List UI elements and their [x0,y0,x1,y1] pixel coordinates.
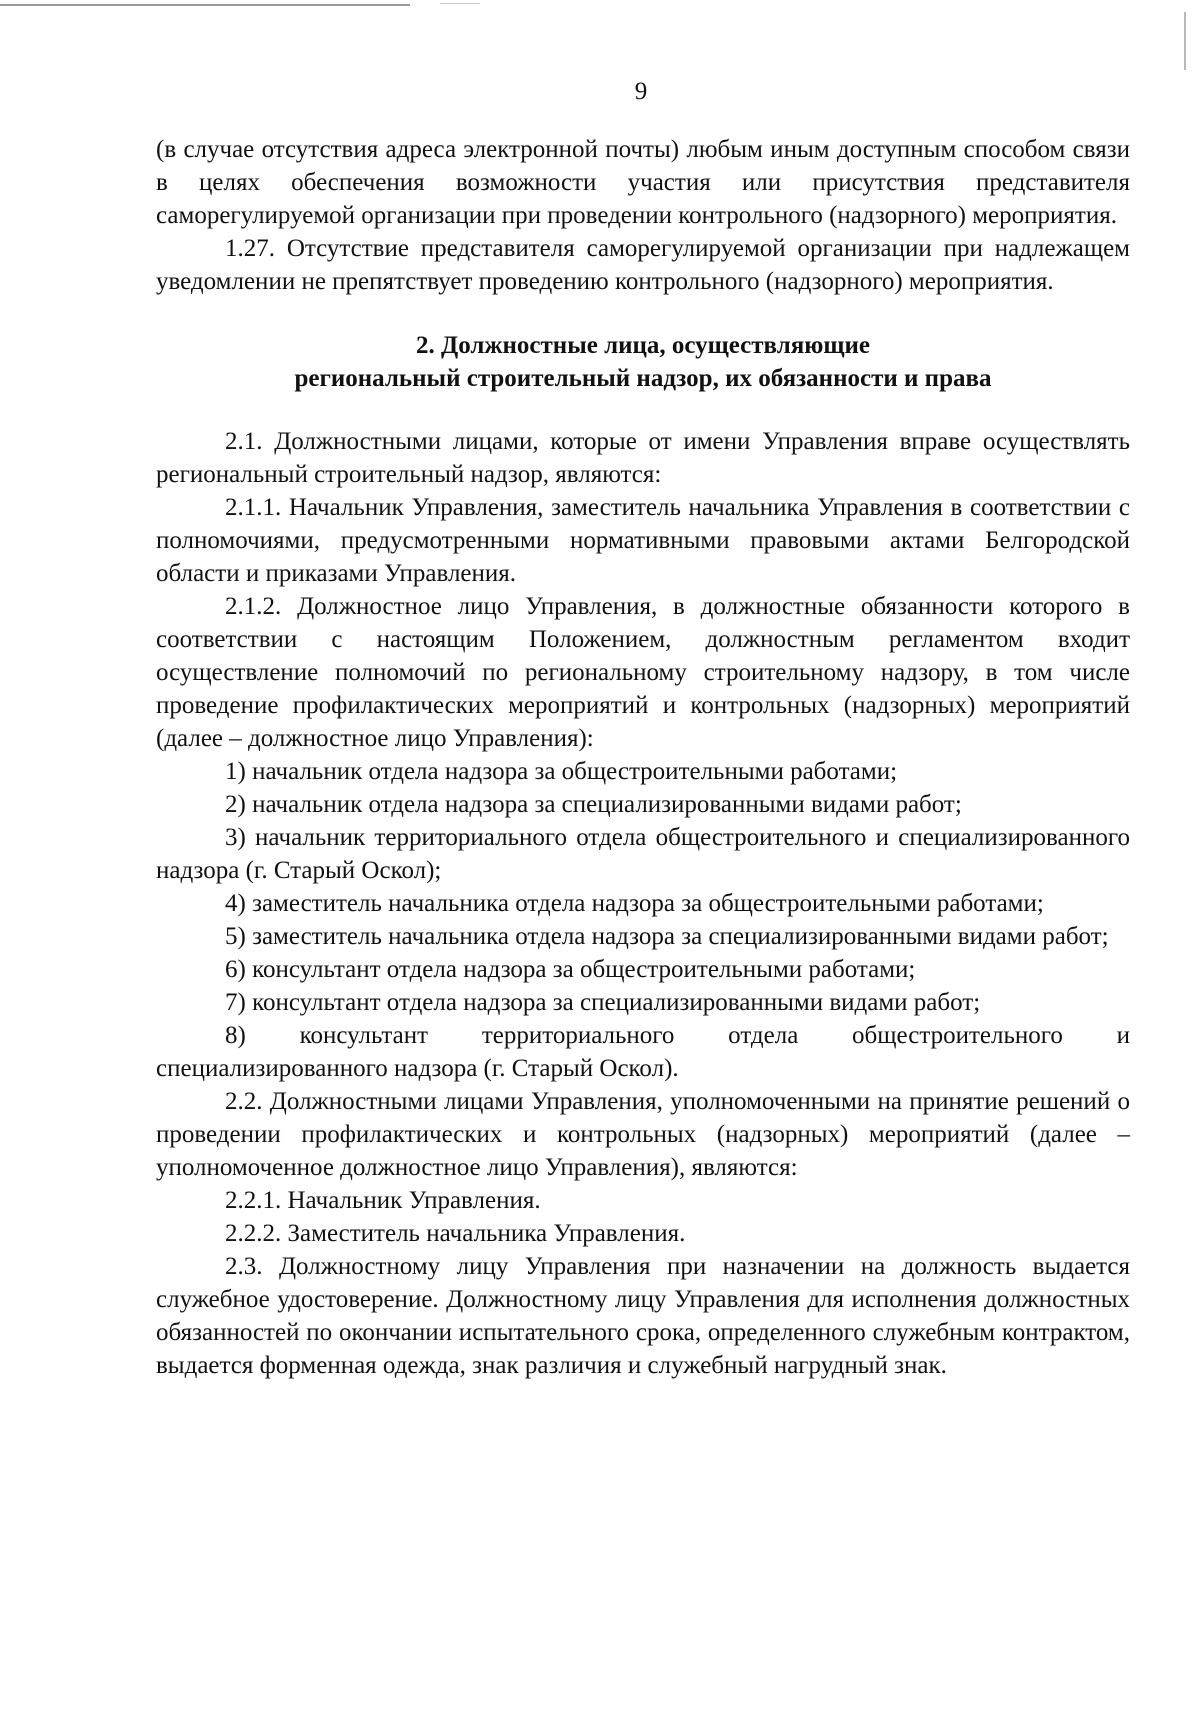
scan-artifact-right-edge [1184,12,1186,70]
section-heading-line-2: региональный строительный надзор, их обязанности и права [294,365,992,392]
paragraph-2-2-1: 2.2.1. Начальник Управления. [225,1187,541,1214]
paragraph-2-1-1: 2.1.1. Начальник Управления, заместитель начальника Управления в соответствии с полномочиями, предусмотренными нормативными правовыми актами Белгородской области и приказами Управления. [156,494,1130,587]
list-item-6: 6) консультант отдела надзора за общестроительными работами; [225,956,916,983]
scan-artifact-top-line [0,4,410,6]
document-body [156,133,1130,1382]
list-item-2: 2) начальник отдела надзора за специализированными видами работ; [225,791,962,818]
list-item-4: 4) заместитель начальника отдела надзора за общестроительными работами; [225,890,1044,917]
section-heading-line-1: 2. Должностные лица, осуществляющие [416,332,870,359]
list-item-7: 7) консультант отдела надзора за специализированными видами работ; [225,989,981,1016]
list-item-1: 1) начальник отдела надзора за общестроительными работами; [225,758,898,785]
section-heading [156,329,1130,395]
paragraph-2-2-2: 2.2.2. Заместитель начальника Управления. [225,1220,686,1247]
page-number: 9 [634,78,648,105]
paragraph-1-27: 1.27. Отсутствие представителя саморегулируемой организации при надлежащем уведомлении не препятствует проведению контрольного (надзорного) мероприятия. [156,235,1130,295]
list-item-8: 8) консультант территориального отдела общестроительного и специализированного надзора (г. Старый Оскол). [156,1022,1130,1082]
list-item-3: 3) начальник территориального отдела общестроительного и специализированного надзора (г. Старый Оскол); [156,824,1130,884]
paragraph-2-1-2: 2.1.2. Должностное лицо Управления, в должностные обязанности которого в соответствии с настоящим Положением, должностным регламентом входит осуществление полномочий по региональному строительному надзору, в том числе проведение профилактических мероприятий и контрольных (надзорных) мероприятий (далее – должностное лицо Управления): [156,593,1130,752]
paragraph-2-2: 2.2. Должностными лицами Управления, уполномоченными на принятие решений о проведении профилактических и контрольных (надзорных) мероприятий (далее – уполномоченное должностное лицо Управления), являются: [156,1088,1130,1181]
scan-artifact-top-mark [440,3,480,4]
list-item-5: 5) заместитель начальника отдела надзора за специализированными видами работ; [225,923,1109,950]
paragraph-2-3: 2.3. Должностному лицу Управления при назначении на должность выдается служебное удостоверение. Должностному лицу Управления для исполнения должностных обязанностей по окончании испытательного срока, определенного служебным контрактом, выдается форменная одежда, знак различия и служебный нагрудный знак. [156,1253,1130,1379]
paragraph-2-1: 2.1. Должностными лицами, которые от имени Управления вправе осуществлять региональный строительный надзор, являются: [156,428,1130,488]
paragraph-continuation: (в случае отсутствия адреса электронной почты) любым иным доступным способом связи в целях обеспечения возможности участия или присутствия представителя саморегулируемой организации при проведении контрольного (надзорного) мероприятия. [156,136,1130,229]
